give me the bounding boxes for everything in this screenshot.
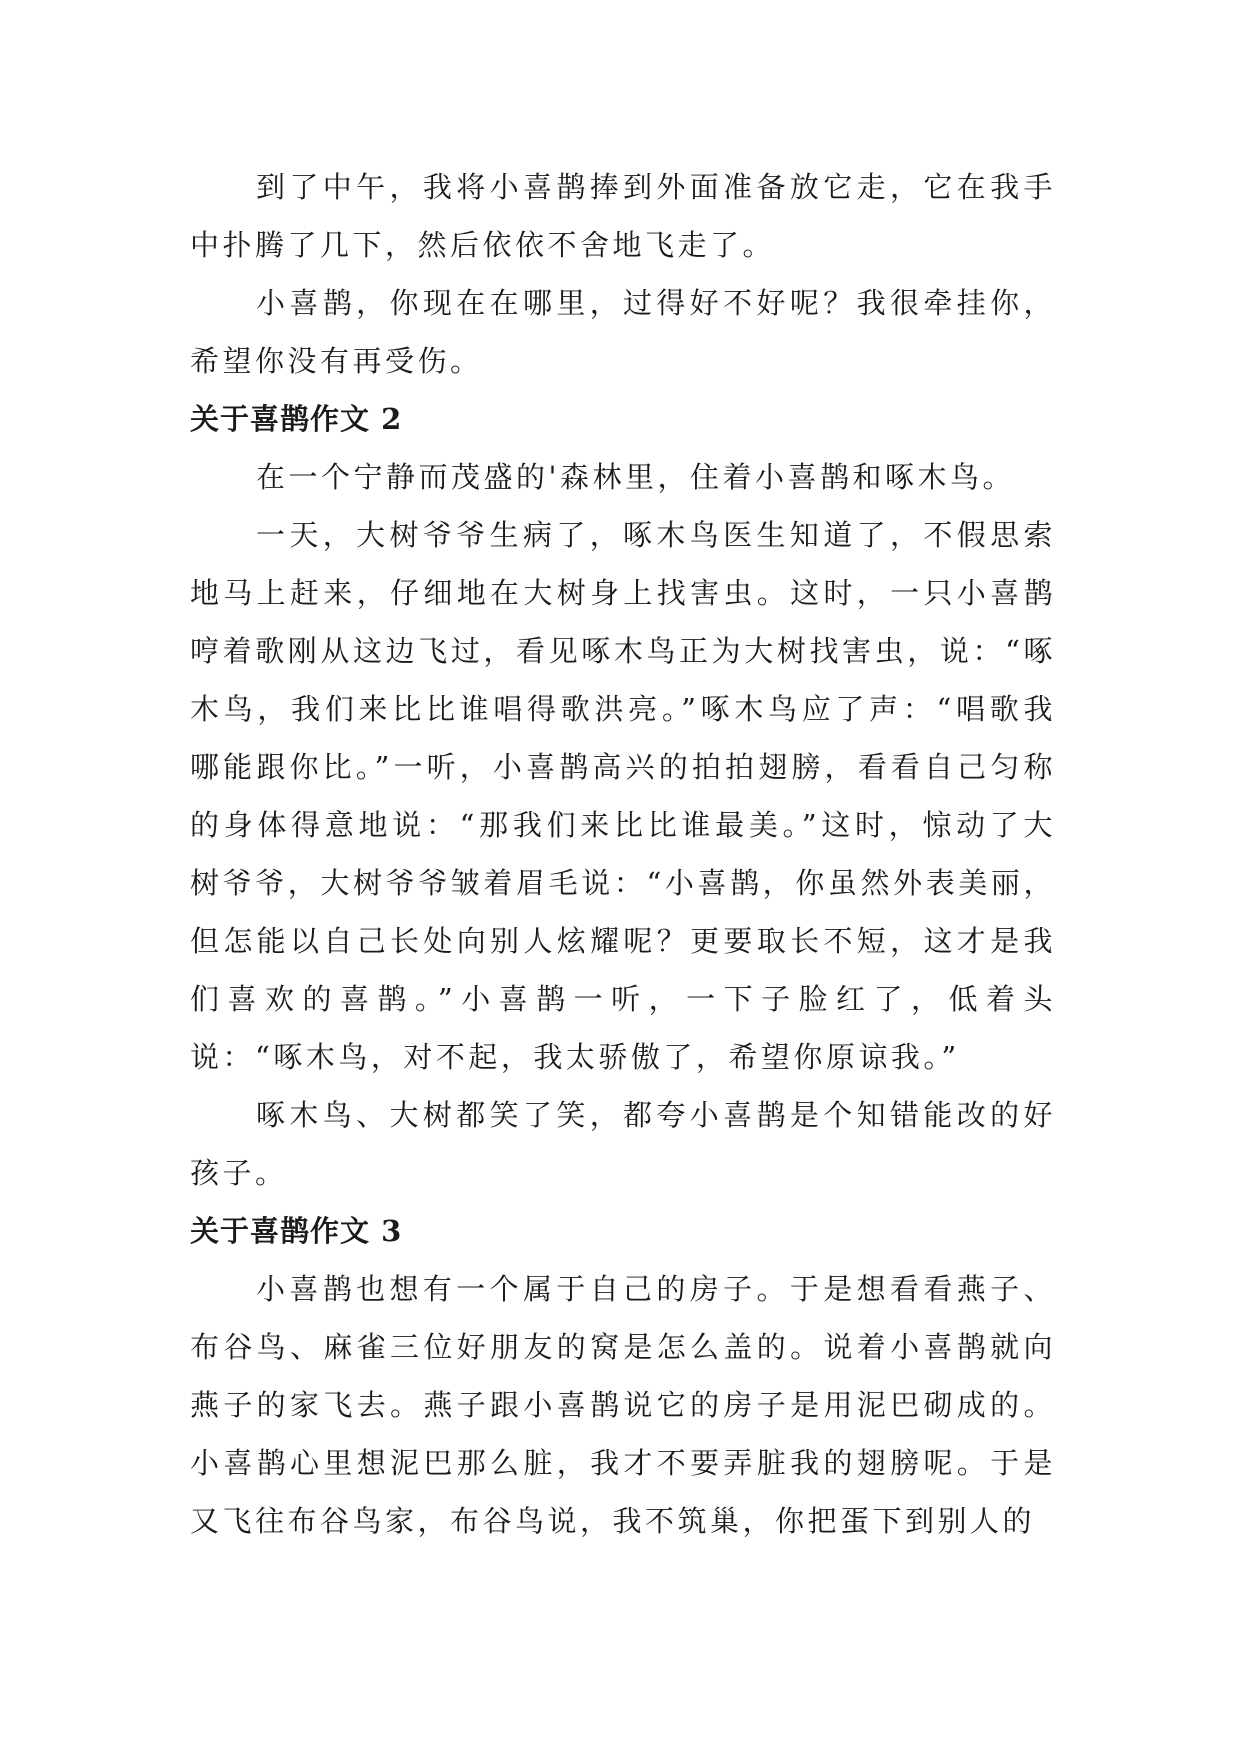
paragraph: 到了中午，我将小喜鹊捧到外面准备放它走，它在我手中扑腾了几下，然后依依不舍地飞走了。 — [190, 170, 1056, 262]
paragraph: 一天，大树爷爷生病了，啄木鸟医生知道了，不假思索地马上赶来，仔细地在大树身上找害虫。这时，一只小喜鹊哼着歌刚从这边飞过，看见啄木鸟正为大树找害虫，说：“啄木鸟，我们来比比谁唱得歌洪亮。”啄木鸟应了声：“唱歌我哪能跟你比。”一听，小喜鹊高兴的拍拍翅膀，看看自己匀称的身体得意地说：“那我们来比比谁最美。”这时，惊动了大树爷爷，大树爷爷皱着眉毛说：“小喜鹊，你虽然外表美丽，但怎能以自己长处向别人炫耀呢？更要取长不短，这才是我们喜欢的喜鹊。”小喜鹊一听，一下子脸红了，低着头说：“啄木鸟，对不起，我太骄傲了，希望你原谅我。” — [190, 518, 1056, 1074]
paragraph: 小喜鹊，你现在在哪里，过得好不好呢？我很牵挂你，希望你没有再受伤。 — [190, 286, 1056, 378]
section-heading: 关于喜鹊作文 2 — [190, 402, 403, 436]
section-heading: 关于喜鹊作文 3 — [190, 1214, 403, 1248]
paragraph: 在一个宁静而茂盛的'森林里，住着小喜鹊和啄木鸟。 — [256, 460, 1015, 494]
paragraph: 小喜鹊也想有一个属于自己的房子。于是想看看燕子、布谷鸟、麻雀三位好朋友的窝是怎么盖的。说着小喜鹊就向燕子的家飞去。燕子跟小喜鹊说它的房子是用泥巴砌成的。小喜鹊心里想泥巴那么脏，我才不要弄脏我的翅膀呢。于是又飞往布谷鸟家，布谷鸟说，我不筑巢，你把蛋下到别人的 — [190, 1272, 1056, 1538]
paragraph: 啄木鸟、大树都笑了笑，都夸小喜鹊是个知错能改的好孩子。 — [190, 1098, 1056, 1190]
document-body — [190, 158, 1056, 1550]
